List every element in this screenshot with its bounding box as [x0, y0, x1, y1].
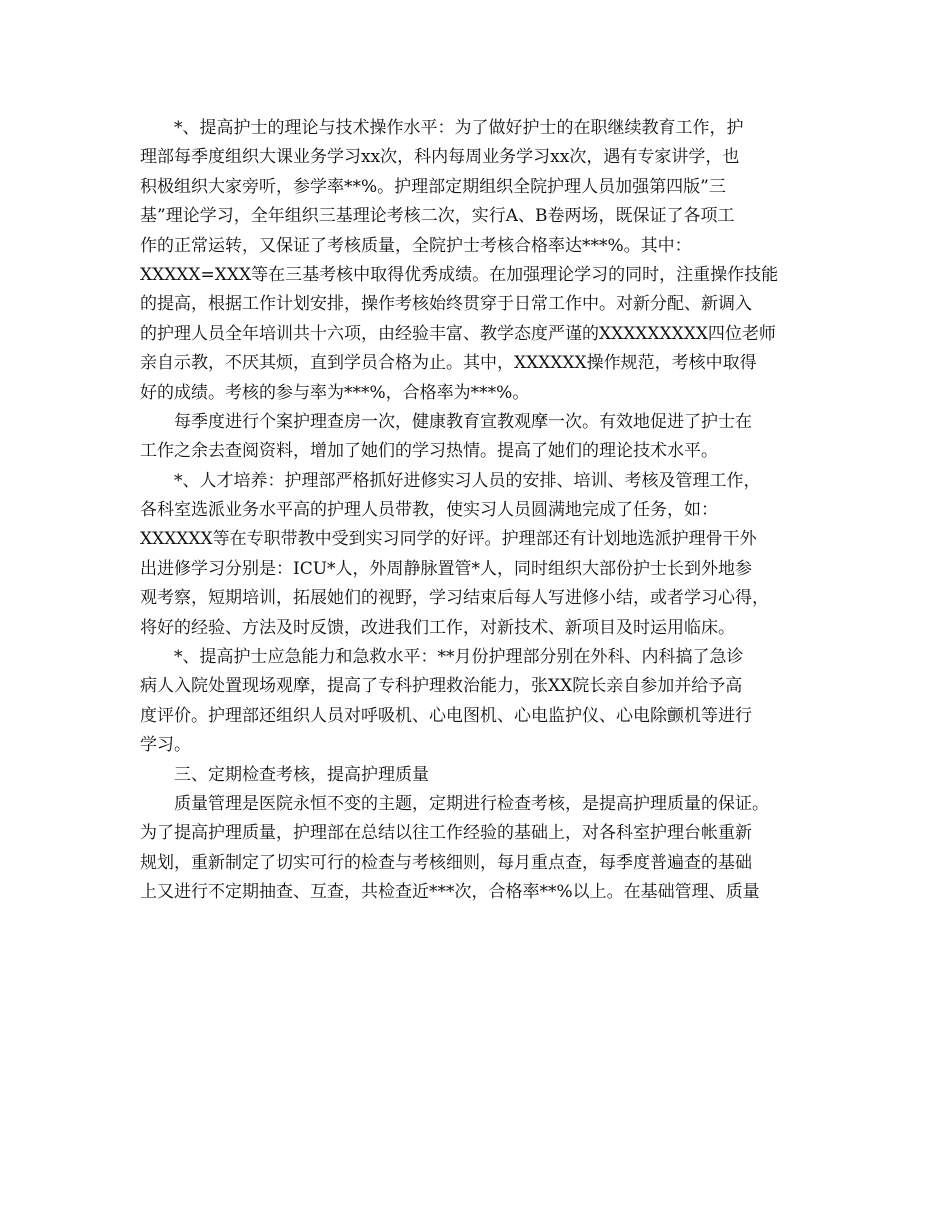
text-line: XXXXX=XXX等在三基考核中取得优秀成绩。在加强理论学习的同时，注重操作技能: [140, 264, 779, 285]
text-line: 度评价。护理部还组织人员对呼吸机、心电图机、心电监护仪、心电除颤机等进行: [140, 705, 752, 726]
text-line: 质量管理是医院永恒不变的主题，定期进行检查考核，是提高护理质量的保证。: [174, 793, 769, 814]
text-line: 好的成绩。考核的参与率为***%，合格率为***%。: [140, 382, 530, 403]
text-line: *、提高护士的理论与技术操作水平：为了做好护士的在职继续教育工作，护: [174, 118, 744, 138]
text-line: *、提高护士应急能力和急救水平：**月份护理部分别在外科、内科搞了急诊: [174, 647, 744, 668]
text-line: 将好的经验、方法及时反馈，改进我们工作，对新技术、新项目及时运用临床。: [140, 617, 735, 638]
text-line: 三、定期检查考核，提高护理质量: [174, 764, 429, 785]
text-line: 为了提高护理质量，护理部在总结以往工作经验的基础上，对各科室护理台帐重新: [140, 823, 752, 844]
text-line: 每季度进行个案护理查房一次，健康教育宣教观摩一次。有效地促进了护士在: [174, 411, 752, 432]
text-line: 亲自示教，不厌其烦，直到学员合格为止。其中，XXXXXX操作规范，考核中取得: [140, 353, 757, 374]
text-line: *、人才培养：护理部严格抓好进修实习人员的安排、培训、考核及管理工作，: [174, 470, 761, 491]
text-line: 出进修学习分别是：ICU*人，外周静脉置管*人，同时组织大部份护士长到外地参: [140, 558, 753, 579]
text-line: XXXXXX等在专职带教中受到实习同学的好评。护理部还有计划地选派护理骨干外: [140, 529, 757, 550]
text-line: 规划，重新制定了切实可行的检查与考核细则，每月重点查，每季度普遍查的基础: [140, 852, 752, 873]
text-line: 的护理人员全年培训共十六项，由经验丰富、教学态度严谨的XXXXXXXXX四位老师: [140, 323, 776, 344]
text-line: 病人入院处置现场观摩，提高了专科护理救治能力，张XX院长亲自参加并给予高: [140, 676, 743, 697]
text-line: 基”理论学习，全年组织三基理论考核二次，实行A、B卷两场，既保证了各项工: [140, 206, 735, 227]
text-line: 的提高，根据工作计划安排，操作考核始终贯穿于日常工作中。对新分配、新调入: [140, 294, 752, 315]
text-line: 工作之余去查阅资料，增加了她们的学习热情。提高了她们的理论技术水平。: [140, 441, 718, 462]
document-body: [140, 114, 820, 908]
text-line: 理部每季度组织大课业务学习xx次，科内每周业务学习xx次，遇有专家讲学，也: [140, 147, 740, 168]
text-line: 学习。: [140, 735, 191, 756]
text-line: 上又进行不定期抽查、互查，共检查近***次，合格率**%以上。在基础管理、质量: [140, 882, 760, 903]
text-line: 积极组织大家旁听，参学率**%。护理部定期组织全院护理人员加强第四版”三: [140, 176, 726, 197]
text-line: 观考察，短期培训，拓展她们的视野，学习结束后每人写进修小结，或者学习心得，: [140, 588, 769, 609]
text-line: 作的正常运转，又保证了考核质量，全院护士考核合格率达***%。其中：: [140, 235, 692, 256]
text-line: 各科室选派业务水平高的护理人员带教，使实习人员圆满地完成了任务，如：: [140, 500, 718, 521]
